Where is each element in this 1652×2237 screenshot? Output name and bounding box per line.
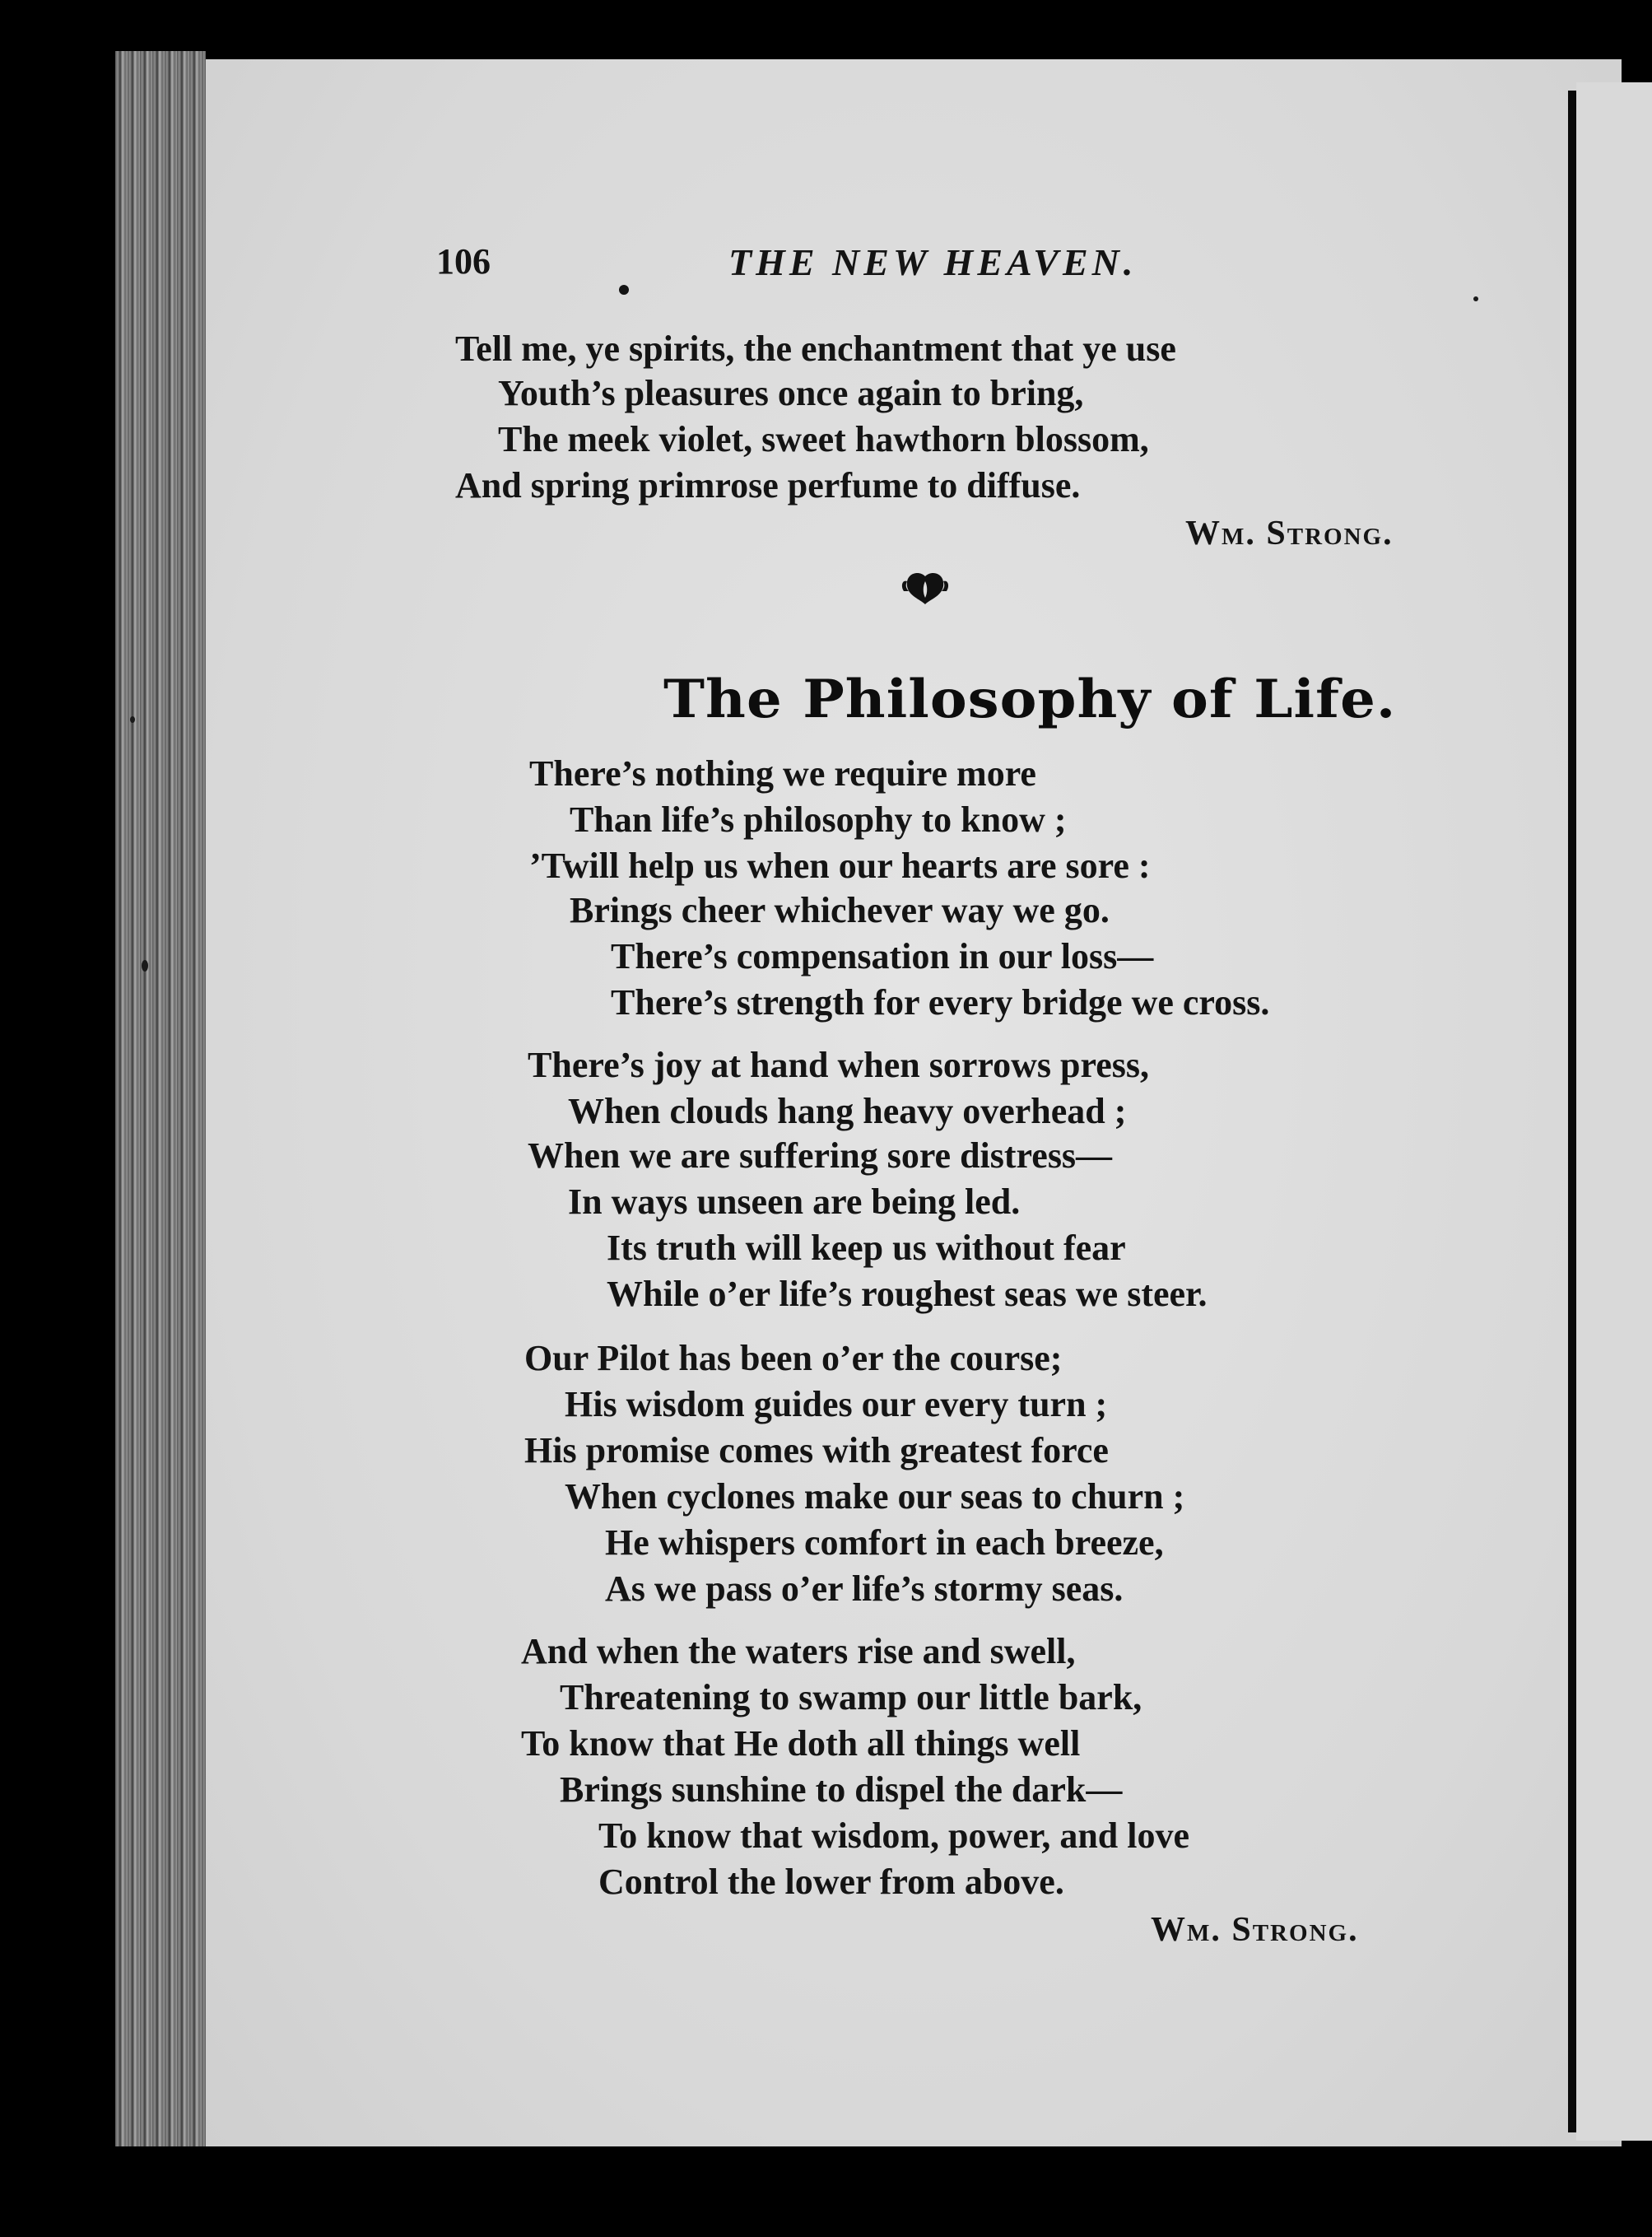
poem-line: When clouds hang heavy overhead ;	[568, 1091, 1127, 1131]
poem-line: Brings cheer whichever way we go.	[570, 890, 1110, 930]
poem-line: And spring primrose perfume to diffuse.	[455, 465, 1081, 506]
ink-dot	[619, 285, 629, 295]
poem-line: He whispers comfort in each breeze,	[605, 1522, 1164, 1563]
poem-line: To know that wisdom, power, and love	[598, 1815, 1190, 1856]
scan-speck	[1473, 296, 1478, 301]
poem-line: As we pass o’er life’s stormy seas.	[605, 1568, 1124, 1609]
scan-speck	[130, 716, 135, 723]
poem-line: There’s joy at hand when sorrows press,	[528, 1045, 1149, 1085]
poem-line: The meek violet, sweet hawthorn blossom,	[498, 419, 1149, 459]
page-number: 106	[436, 241, 491, 282]
poem-line: There’s strength for every bridge we cross.	[611, 982, 1270, 1023]
poem-line: There’s compensation in our loss—	[611, 936, 1154, 976]
running-head	[436, 240, 1490, 290]
book-fore-edge	[115, 51, 206, 2146]
poem-line: His promise comes with greatest force	[524, 1430, 1109, 1470]
ornament-icon	[900, 570, 950, 606]
poem-line: Than life’s philosophy to know ;	[570, 799, 1067, 840]
scan-speck	[142, 960, 148, 972]
poem-line: Youth’s pleasures once again to bring,	[498, 373, 1084, 413]
poem-line: Our Pilot has been o’er the course;	[524, 1338, 1063, 1378]
facing-page-sliver	[1576, 82, 1652, 2141]
running-title: THE NEW HEAVEN.	[728, 241, 1138, 283]
poem-line: While o’er life’s roughest seas we steer.	[607, 1274, 1208, 1314]
poem-line: Control the lower from above.	[598, 1862, 1064, 1902]
poem-line: There’s nothing we require more	[529, 753, 1036, 794]
poem-line: When we are suffering sore distress—	[528, 1135, 1113, 1176]
poem-line: ’Twill help us when our hearts are sore :	[529, 846, 1151, 886]
poem-line: Threatening to swamp our little bark,	[560, 1677, 1142, 1717]
poem-line: Brings sunshine to dispel the dark—	[560, 1769, 1123, 1810]
poem-line: To know that He doth all things well	[521, 1723, 1081, 1764]
poem-attribution: Wm. Strong.	[1151, 1911, 1359, 1949]
poem-line: His wisdom guides our every turn ;	[565, 1384, 1108, 1424]
poem-title: The Philosophy of Life.	[663, 669, 1397, 730]
poem-line: Tell me, ye spirits, the enchantment that ye use	[455, 329, 1176, 369]
gutter-shadow	[1568, 91, 1576, 2132]
poem-line: And when the waters rise and swell,	[521, 1631, 1076, 1671]
poem-line: When cyclones make our seas to churn ;	[565, 1476, 1185, 1517]
poem-attribution: Wm. Strong.	[1185, 515, 1394, 552]
poem-line: In ways unseen are being led.	[568, 1181, 1021, 1222]
poem-line: Its truth will keep us without fear	[607, 1228, 1126, 1268]
